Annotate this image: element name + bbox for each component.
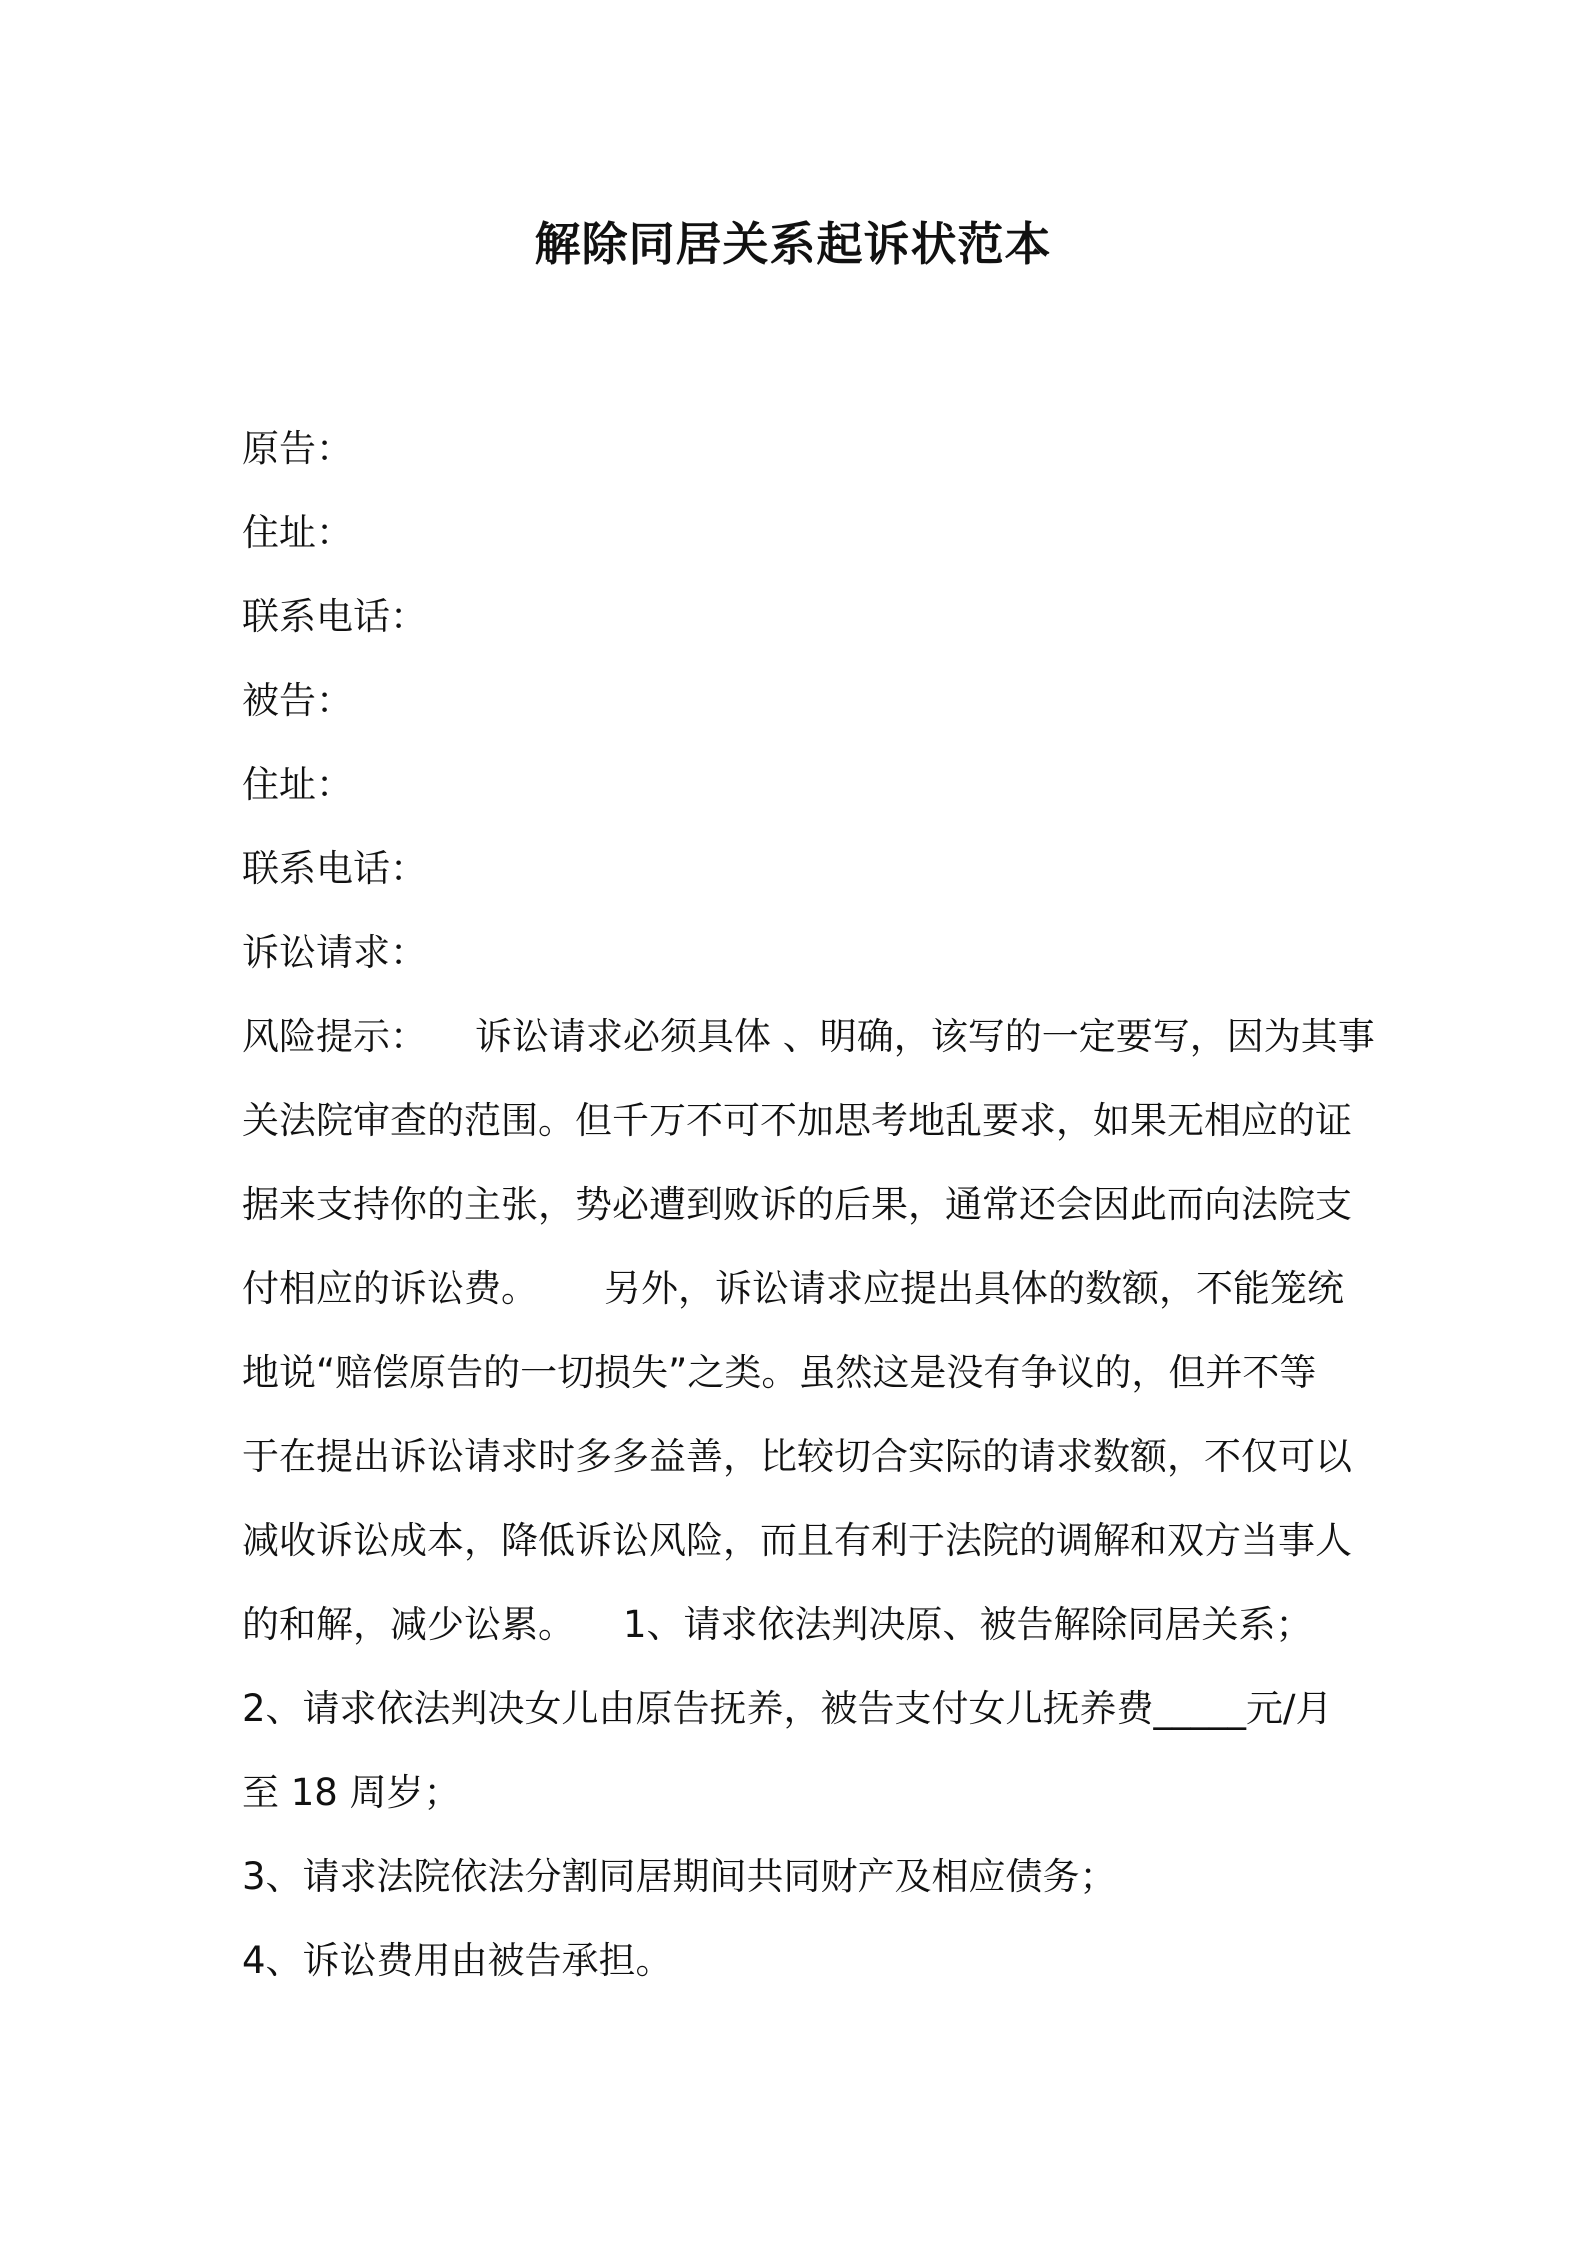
plaintiff-label: 原告：: [242, 427, 353, 470]
claim-4: 4、诉讼费用由被告承担。: [242, 1939, 673, 1982]
claim-1: 1、请求依法判决原、被告解除同居关系；: [623, 1603, 1313, 1646]
risk-line-2: 关法院审查的范围。但千万不可不加思考地乱要求，如果无相应的证: [242, 1099, 1352, 1142]
document-body: [242, 407, 1375, 2003]
risk-text-1: 诉讼请求必须具体 、明确，该写的一定要写，因为其事: [475, 1015, 1375, 1058]
claim-3: 3、请求法院依法分割同居期间共同财产及相应债务；: [242, 1855, 1117, 1898]
risk-line-6: 于在提出诉讼请求时多多益善，比较切合实际的请求数额，不仅可以: [242, 1435, 1352, 1478]
risk-line-5: 地说“赔偿原告的一切损失”之类。虽然这是没有争议的，但并不等: [242, 1351, 1317, 1394]
plaintiff-address-label: 住址：: [242, 511, 353, 554]
risk-line-3: 据来支持你的主张，势必遭到败诉的后果，通常还会因此而向法院支: [242, 1183, 1352, 1226]
document-title: 解除同居关系起诉状范本: [534, 217, 1052, 271]
claims-label: 诉讼请求：: [242, 931, 427, 974]
risk-text-4a: 付相应的诉讼费。: [242, 1267, 538, 1310]
risk-line-1: [242, 995, 1375, 1079]
risk-line-4: [242, 1247, 1352, 1331]
risk-line-7: 减收诉讼成本，降低诉讼风险，而且有利于法院的调解和双方当事人: [242, 1519, 1352, 1562]
defendant-address-label: 住址：: [242, 763, 353, 806]
risk-line-8: [242, 1583, 1352, 1667]
defendant-phone-label: 联系电话：: [242, 847, 427, 890]
plaintiff-phone-label: 联系电话：: [242, 595, 427, 638]
risk-label: 风险提示：: [242, 1015, 427, 1058]
claim-2-line-1: 2、请求依法判决女儿由原告抚养，被告支付女儿抚养费_____元/月: [242, 1687, 1333, 1730]
risk-text-4b: 另外，诉讼请求应提出具体的数额，不能笼统: [604, 1267, 1344, 1310]
risk-text-8a: 的和解，减少讼累。: [242, 1603, 575, 1646]
defendant-label: 被告：: [242, 679, 353, 722]
claim-2-line-2: 至 18 周岁；: [242, 1771, 461, 1814]
